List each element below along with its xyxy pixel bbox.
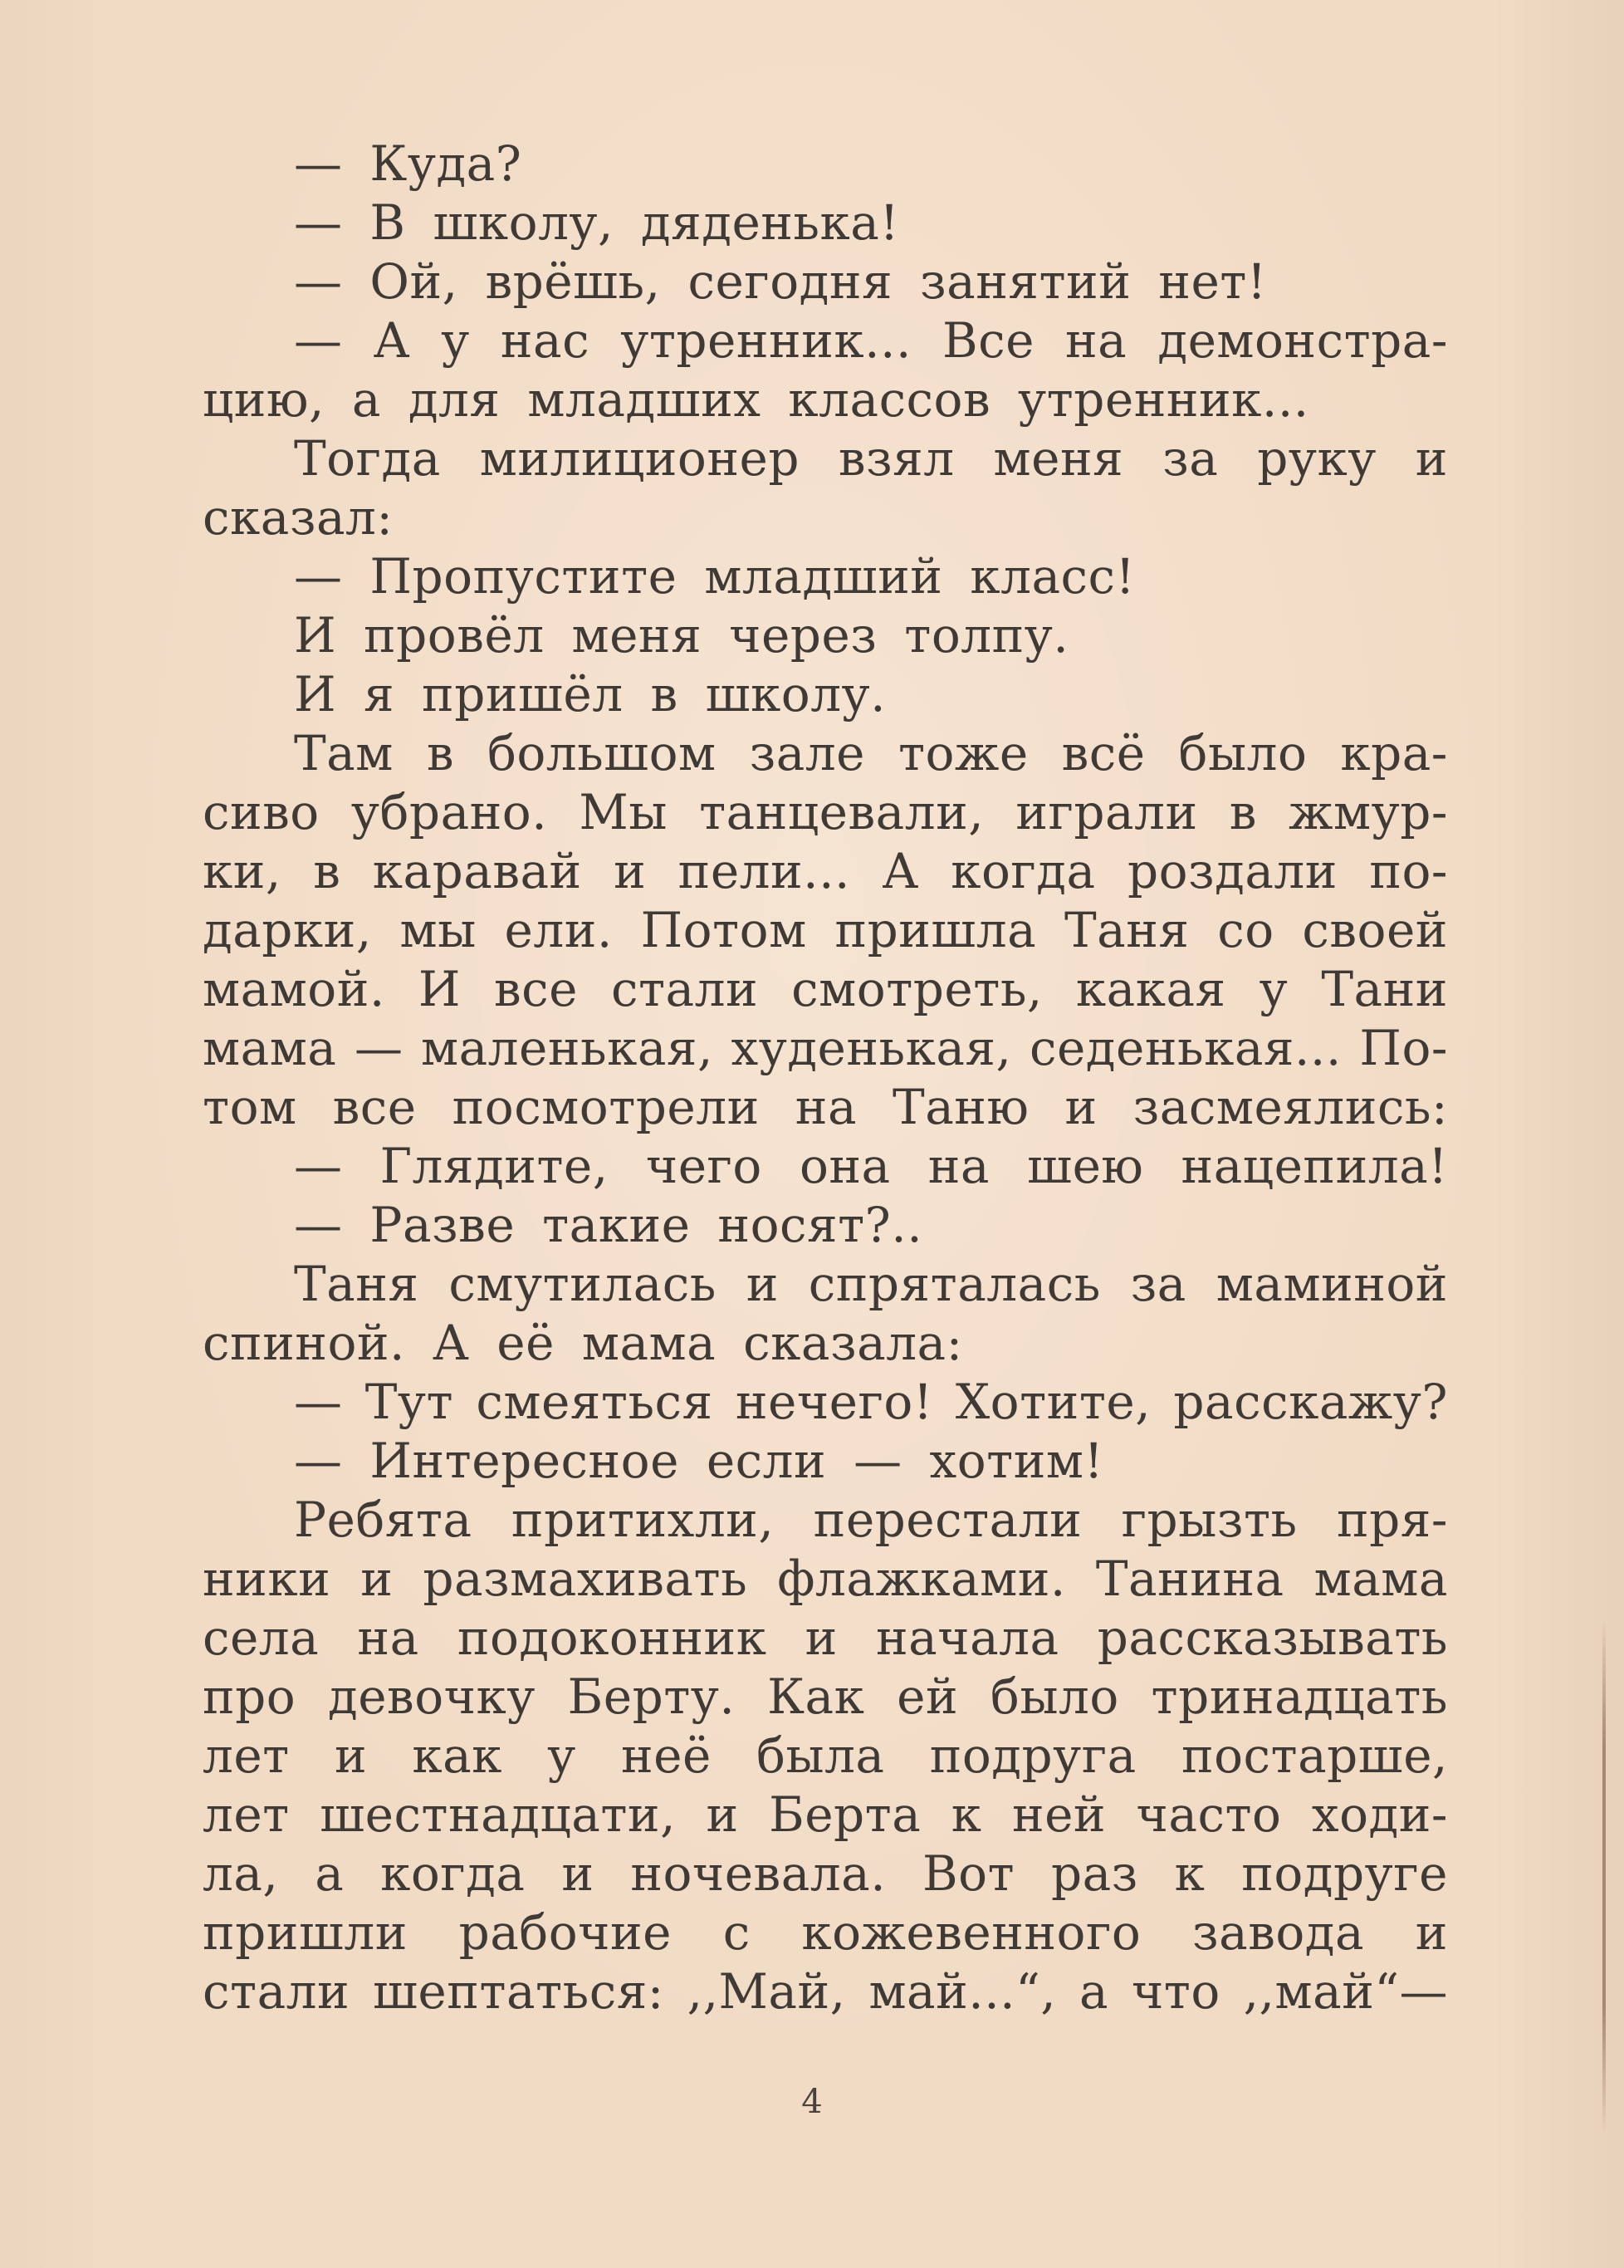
text-line: И провёл меня через толпу.: [294, 607, 1069, 664]
word: Танина: [1095, 1550, 1284, 1607]
word: чего: [645, 1138, 762, 1194]
text-line: [203, 724, 1448, 783]
word: ночевала.: [630, 1845, 887, 1902]
word: Как: [767, 1668, 865, 1725]
text-line: — Пропустите младший класс!: [294, 548, 1136, 605]
word: неё: [620, 1727, 712, 1784]
word: про: [203, 1668, 296, 1725]
word: мама: [1313, 1550, 1448, 1607]
word: размахивать: [423, 1550, 748, 1607]
word: рабочие: [458, 1904, 672, 1961]
word: стали: [203, 1963, 350, 2020]
text-line: [203, 1962, 1448, 2021]
word: и: [706, 1786, 739, 1843]
word: ей: [897, 1668, 959, 1725]
word: убрано.: [350, 784, 548, 840]
word: шею: [1027, 1138, 1144, 1194]
word: как: [412, 1727, 502, 1784]
word: а: [315, 1845, 345, 1902]
word: села: [203, 1609, 320, 1666]
word: Берта: [769, 1786, 922, 1843]
word: Глядите,: [379, 1138, 609, 1194]
word: меня: [993, 430, 1124, 487]
word: все: [493, 961, 578, 1017]
word: Таня: [294, 1256, 419, 1312]
text-line: [203, 901, 1448, 960]
word: ,,Май,: [687, 1963, 846, 2020]
word: было: [1178, 725, 1308, 781]
word: —: [294, 1138, 343, 1194]
word: подоконник: [457, 1609, 767, 1666]
word: —: [294, 312, 343, 369]
word: ,,май“—: [1243, 1963, 1448, 2020]
word: милиционер: [479, 430, 800, 487]
word: лет: [203, 1786, 290, 1843]
word: Таня: [1064, 902, 1190, 958]
word: Берту.: [567, 1668, 736, 1725]
word: дарки,: [203, 902, 372, 958]
word: на: [1065, 312, 1128, 369]
word: раз: [1050, 1845, 1138, 1902]
word: каравай: [372, 843, 582, 899]
word: тринадцать: [1151, 1668, 1448, 1725]
word: пришли: [203, 1904, 408, 1961]
word: седенькая...: [1030, 1020, 1342, 1076]
word: она: [799, 1138, 891, 1194]
text-line: спиной. А её мама сказала:: [203, 1315, 963, 1371]
word: когда: [380, 1845, 526, 1902]
text-line: [203, 1727, 1448, 1785]
word: стали: [610, 961, 759, 1017]
word: нацепила!: [1181, 1138, 1448, 1194]
word: Потом: [640, 902, 807, 958]
word: и: [334, 1727, 368, 1784]
word: своей: [1302, 902, 1448, 958]
word: сиво: [203, 784, 320, 840]
word: худенькая,: [731, 1020, 1012, 1076]
text-line: — Разве такие носят?..: [294, 1197, 923, 1253]
text-line: И я пришёл в школу.: [294, 666, 887, 723]
word: расскажу?: [1173, 1374, 1448, 1430]
word: за: [1130, 1256, 1186, 1312]
word: демонстра-: [1157, 312, 1448, 369]
word: что: [1131, 1963, 1220, 2020]
word: перестали: [813, 1492, 1083, 1548]
word: ней: [1011, 1786, 1107, 1843]
word: и: [561, 1845, 594, 1902]
word: в: [426, 725, 454, 781]
page-edge-shadow: [1602, 1619, 1606, 2134]
word: нечего!: [735, 1374, 933, 1430]
word: смеяться: [476, 1374, 713, 1430]
word: и: [805, 1609, 838, 1666]
body-text: [203, 135, 1448, 2021]
word: шептаться:: [372, 1963, 664, 2020]
word: кра-: [1340, 725, 1448, 781]
word: А: [373, 312, 411, 369]
word: ели.: [504, 902, 613, 958]
word: смутилась: [448, 1256, 717, 1312]
word: к: [951, 1786, 982, 1843]
word: лет: [203, 1727, 290, 1784]
word: было: [990, 1668, 1119, 1725]
word: ходи-: [1311, 1786, 1448, 1843]
text-line: [203, 311, 1448, 370]
word: какая: [1075, 961, 1226, 1017]
word: и: [614, 843, 647, 899]
word: Тут: [364, 1374, 454, 1430]
word: на: [357, 1609, 419, 1666]
text-line: [203, 1550, 1448, 1609]
word: тоже: [898, 725, 1029, 781]
word: И: [418, 961, 461, 1017]
word: Хотите,: [955, 1374, 1152, 1430]
text-line: [203, 1373, 1448, 1432]
text-line: сказал:: [203, 489, 394, 546]
word: на: [927, 1138, 991, 1194]
word: мамой.: [203, 961, 385, 1017]
word: кожевенного: [801, 1904, 1142, 1961]
word: засмеялись:: [1132, 1079, 1448, 1135]
text-line: [203, 783, 1448, 842]
word: когда: [951, 843, 1096, 899]
word: жмур-: [1289, 784, 1448, 840]
text-line: [203, 1491, 1448, 1550]
word: все: [332, 1079, 417, 1135]
word: ники: [203, 1550, 331, 1607]
word: у: [547, 1727, 576, 1784]
word: со: [1217, 902, 1274, 958]
text-line: [203, 1137, 1448, 1196]
word: к: [1174, 1845, 1206, 1902]
text-line: [203, 1609, 1448, 1668]
word: всё: [1061, 725, 1146, 781]
word: маленькая,: [420, 1020, 713, 1076]
word: посмотрели: [452, 1079, 760, 1135]
word: флажками.: [777, 1550, 1066, 1607]
word: А: [882, 843, 919, 899]
text-line: [203, 960, 1448, 1019]
word: май...“,: [868, 1963, 1057, 2020]
word: и: [360, 1550, 394, 1607]
text-line: [203, 842, 1448, 901]
word: руку: [1257, 430, 1377, 487]
word: по-: [1369, 843, 1448, 899]
word: роздали: [1127, 843, 1338, 899]
text-line: [203, 1844, 1448, 1903]
word: играли: [1015, 784, 1198, 840]
text-line: цию, а для младших классов утренник...: [203, 371, 1309, 428]
word: Тогда: [294, 430, 441, 487]
word: в: [313, 843, 341, 899]
word: с: [722, 1904, 751, 1961]
word: грызть: [1121, 1492, 1298, 1548]
word: рассказывать: [1097, 1609, 1448, 1666]
word: Тани: [1321, 961, 1448, 1017]
word: утренник...: [620, 312, 912, 369]
word: нас: [500, 312, 590, 369]
word: подруге: [1241, 1845, 1448, 1902]
word: в: [1229, 784, 1257, 840]
word: Вот: [922, 1845, 1015, 1902]
word: а: [1079, 1963, 1109, 2020]
word: была: [756, 1727, 885, 1784]
text-line: [203, 1785, 1448, 1844]
word: и: [746, 1256, 779, 1312]
word: танцевали,: [699, 784, 985, 840]
word: ла,: [203, 1845, 279, 1902]
word: и: [1415, 430, 1448, 487]
word: ки,: [203, 843, 281, 899]
word: Ребята: [294, 1492, 472, 1548]
text-line: [203, 1903, 1448, 1962]
text-line: — Ой, врёшь, сегодня занятий нет!: [294, 253, 1267, 310]
word: начала: [876, 1609, 1059, 1666]
text-line: [203, 429, 1448, 488]
word: за: [1162, 430, 1219, 487]
word: у: [1259, 961, 1289, 1017]
word: По-: [1359, 1020, 1448, 1076]
text-line: — В школу, дяденька!: [294, 194, 900, 251]
word: взял: [838, 430, 955, 487]
word: мама: [203, 1020, 337, 1076]
word: —: [354, 1020, 404, 1076]
word: у: [441, 312, 470, 369]
text-line: [203, 1078, 1448, 1137]
word: девочку: [328, 1668, 536, 1725]
word: подруга: [929, 1727, 1137, 1784]
word: —: [294, 1374, 343, 1430]
word: постарше,: [1181, 1727, 1448, 1784]
word: и: [1064, 1079, 1098, 1135]
word: шестнадцати,: [320, 1786, 677, 1843]
text-line: [203, 1019, 1448, 1078]
page-number: 4: [801, 2083, 823, 2121]
text-line: — Куда?: [294, 135, 522, 192]
word: завода: [1191, 1904, 1365, 1961]
word: том: [203, 1079, 297, 1135]
word: пели...: [677, 843, 850, 899]
text-line: [203, 1668, 1448, 1727]
word: зале: [749, 725, 866, 781]
word: спряталась: [808, 1256, 1101, 1312]
word: пря-: [1337, 1492, 1448, 1548]
word: смотреть,: [791, 961, 1043, 1017]
word: Таню: [893, 1079, 1030, 1135]
text-line: — Интересное если — хотим!: [294, 1433, 1104, 1489]
word: маминой: [1216, 1256, 1448, 1312]
word: на: [795, 1079, 858, 1135]
word: притихли,: [511, 1492, 775, 1548]
word: часто: [1136, 1786, 1282, 1843]
word: Мы: [579, 784, 668, 840]
word: пришла: [834, 902, 1037, 958]
word: Все: [942, 312, 1035, 369]
word: мы: [399, 902, 477, 958]
word: большом: [487, 725, 717, 781]
word: Там: [294, 725, 394, 781]
word: и: [1415, 1904, 1448, 1961]
text-line: [203, 1255, 1448, 1314]
